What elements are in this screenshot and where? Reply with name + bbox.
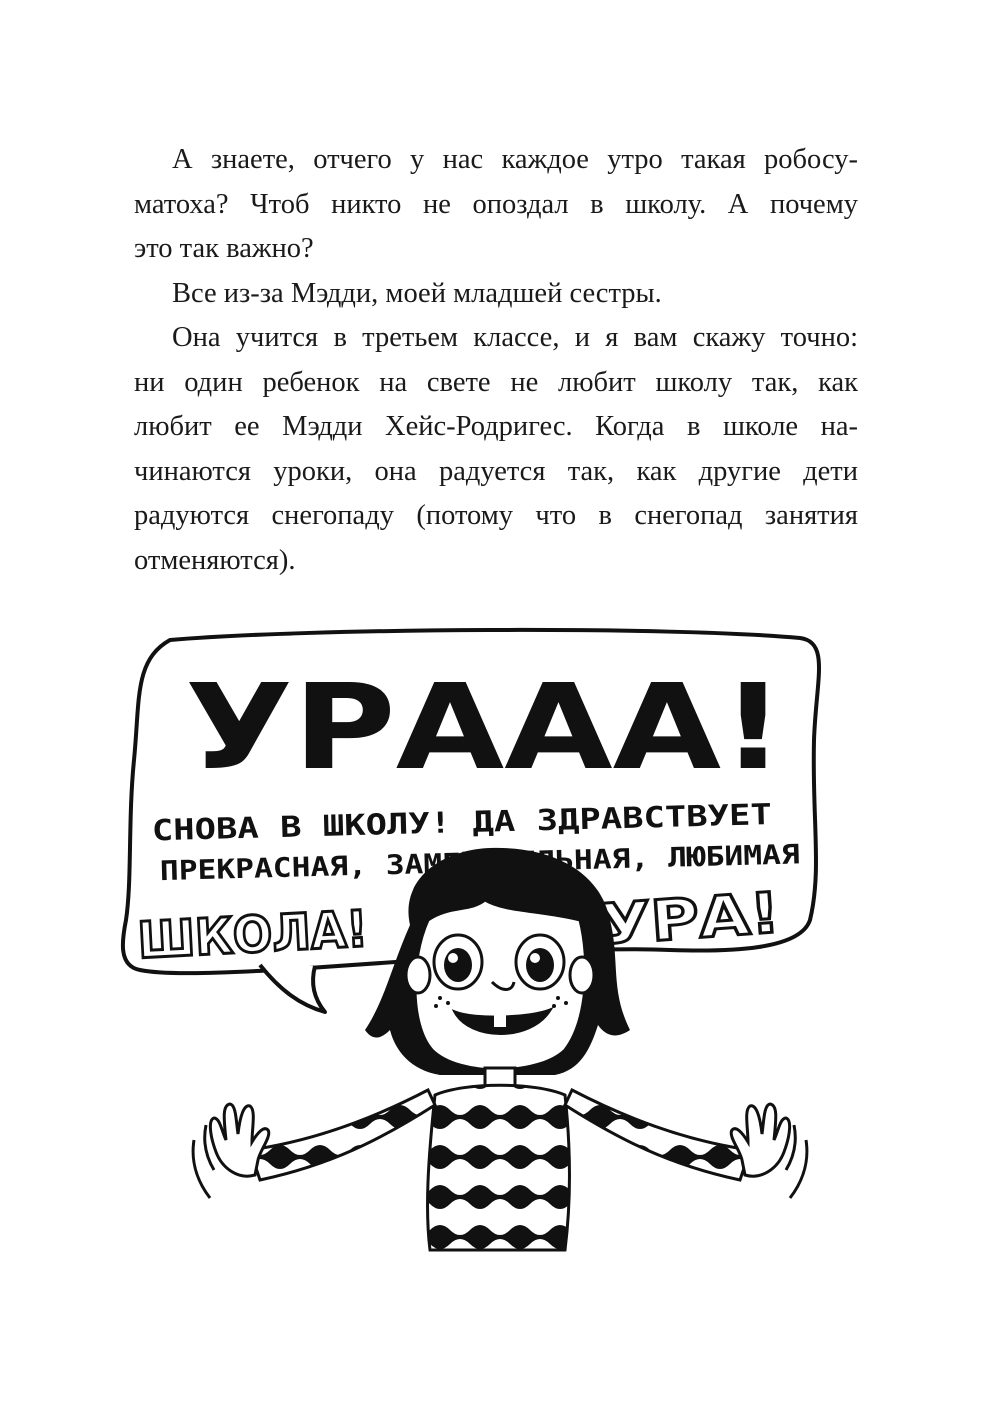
text-line: это так важно? bbox=[134, 233, 314, 264]
text-line: Все из-за Мэдди, моей младшей сестры. bbox=[172, 277, 662, 309]
bubble-left-text: ШКОЛА! bbox=[136, 898, 388, 970]
text-line: А знаете, отчего у нас каждое утро такая робосу- bbox=[172, 144, 858, 175]
bubble-line-1: СНОВА В ШКОЛУ! ДА ЗДРАВСТВУЕТ bbox=[151, 800, 659, 848]
text-block bbox=[134, 138, 858, 583]
text-line: отменяются). bbox=[134, 544, 296, 576]
left-arm bbox=[250, 1090, 435, 1180]
paragraph-3 bbox=[134, 316, 858, 583]
text-line: Она учится в третьем классе, и я вам скажу точно: bbox=[172, 322, 858, 353]
left-ear bbox=[406, 957, 430, 993]
comic-illustration bbox=[110, 620, 890, 1260]
text-line: ни один ребенок на свете не любит школу так, как bbox=[134, 366, 858, 398]
bubble-big-text: УРААА! bbox=[185, 658, 785, 796]
bubble-tail bbox=[260, 965, 325, 1012]
text-line: чинаются уроки, она радуется так, как другие дети bbox=[134, 455, 858, 487]
right-ear bbox=[570, 957, 594, 993]
tooth bbox=[494, 1015, 506, 1027]
text-line: радуются снегопаду (потому что в снегопад занятия bbox=[134, 500, 858, 531]
striped-shirt bbox=[428, 1085, 570, 1250]
face bbox=[415, 900, 586, 1070]
paragraph-1 bbox=[134, 138, 858, 272]
text-line: матоха? Чтоб никто не опоздал в школу. А почему bbox=[134, 188, 858, 220]
bubble-right-text: УРА! bbox=[597, 882, 756, 959]
text-line: любит ее Мэдди Хейс-Родригес. Когда в школе на- bbox=[134, 411, 858, 442]
paragraph-2 bbox=[134, 272, 858, 317]
right-arm bbox=[565, 1090, 750, 1180]
